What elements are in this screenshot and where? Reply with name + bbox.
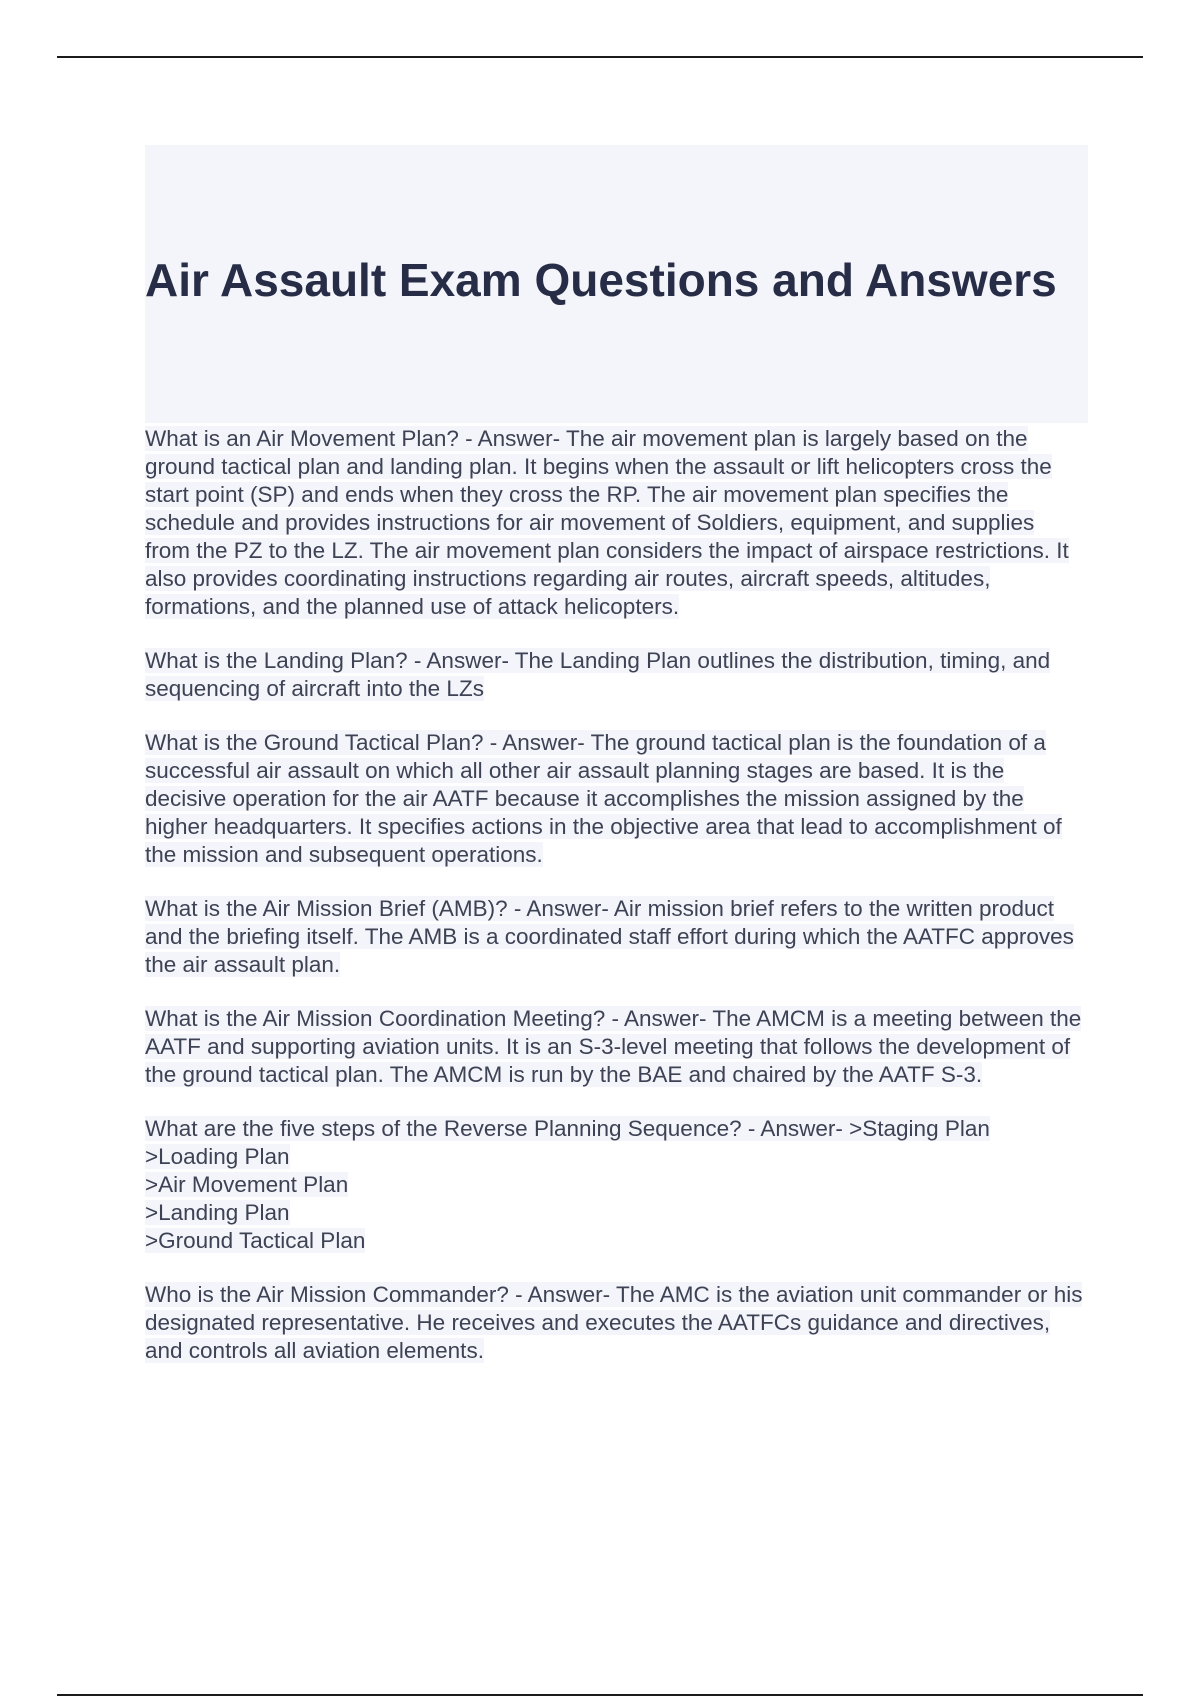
qa-text: Who is the Air Mission Commander? - Answer- The AMC is the aviation unit commander or his designated representative. He receives and executes the AATFCs guidance and directives, and controls all aviation elements. <box>145 1282 1083 1363</box>
qa-text: What is the Ground Tactical Plan? - Answer- The ground tactical plan is the foundation of a successful air assault on which all other air assault planning stages are based. It is the decisive operation for the air AATF because it accomplishes the mission assigned by the higher headquarters. It specifies actions in the objective area that lead to accomplishment of the mission and subsequent operations. <box>145 730 1062 867</box>
qa-item-ground-tactical-plan <box>145 729 1085 869</box>
qa-text: What is an Air Movement Plan? - Answer- The air movement plan is largely based on the ground tactical plan and landing plan. It begins when the assault or lift helicopters cross the start point (SP) and ends when they cross the RP. The air movement plan specifies the schedule and provides instructions for air movement of Soldiers, equipment, and supplies from the PZ to the LZ. The air movement plan considers the impact of airspace restrictions. It also provides coordinating instructions regarding air routes, aircraft speeds, altitudes, formations, and the planned use of attack helicopters. <box>145 426 1069 619</box>
header-rule <box>57 56 1143 58</box>
qa-text: What is the Air Mission Brief (AMB)? - Answer- Air mission brief refers to the written product and the briefing itself. The AMB is a coordinated staff effort during which the AATFC approves the air assault plan. <box>145 896 1074 977</box>
qa-item-air-mission-coordination-meeting <box>145 1005 1085 1089</box>
footer-rule <box>57 1694 1143 1696</box>
qa-text: What is the Air Mission Coordination Meeting? - Answer- The AMCM is a meeting between the AATF and supporting aviation units. It is an S-3-level meeting that follows the development of the ground tactical plan. The AMCM is run by the BAE and chaired by the AATF S-3. <box>145 1006 1082 1087</box>
qa-item-landing-plan <box>145 647 1085 703</box>
qa-item-air-mission-brief <box>145 895 1085 979</box>
document-title: Air Assault Exam Questions and Answers <box>145 254 1057 306</box>
qa-text: What is the Landing Plan? - Answer- The Landing Plan outlines the distribution, timing, and sequencing of aircraft into the LZs <box>145 648 1051 701</box>
qa-list <box>145 425 1085 1391</box>
qa-item-reverse-planning-sequence <box>145 1115 1085 1255</box>
qa-text: What are the five steps of the Reverse Planning Sequence? - Answer- >Staging Plan >Loading Plan >Air Movement Plan >Landing Plan >Ground Tactical Plan <box>145 1116 990 1253</box>
qa-item-air-movement-plan <box>145 425 1085 621</box>
qa-item-air-mission-commander <box>145 1281 1085 1365</box>
